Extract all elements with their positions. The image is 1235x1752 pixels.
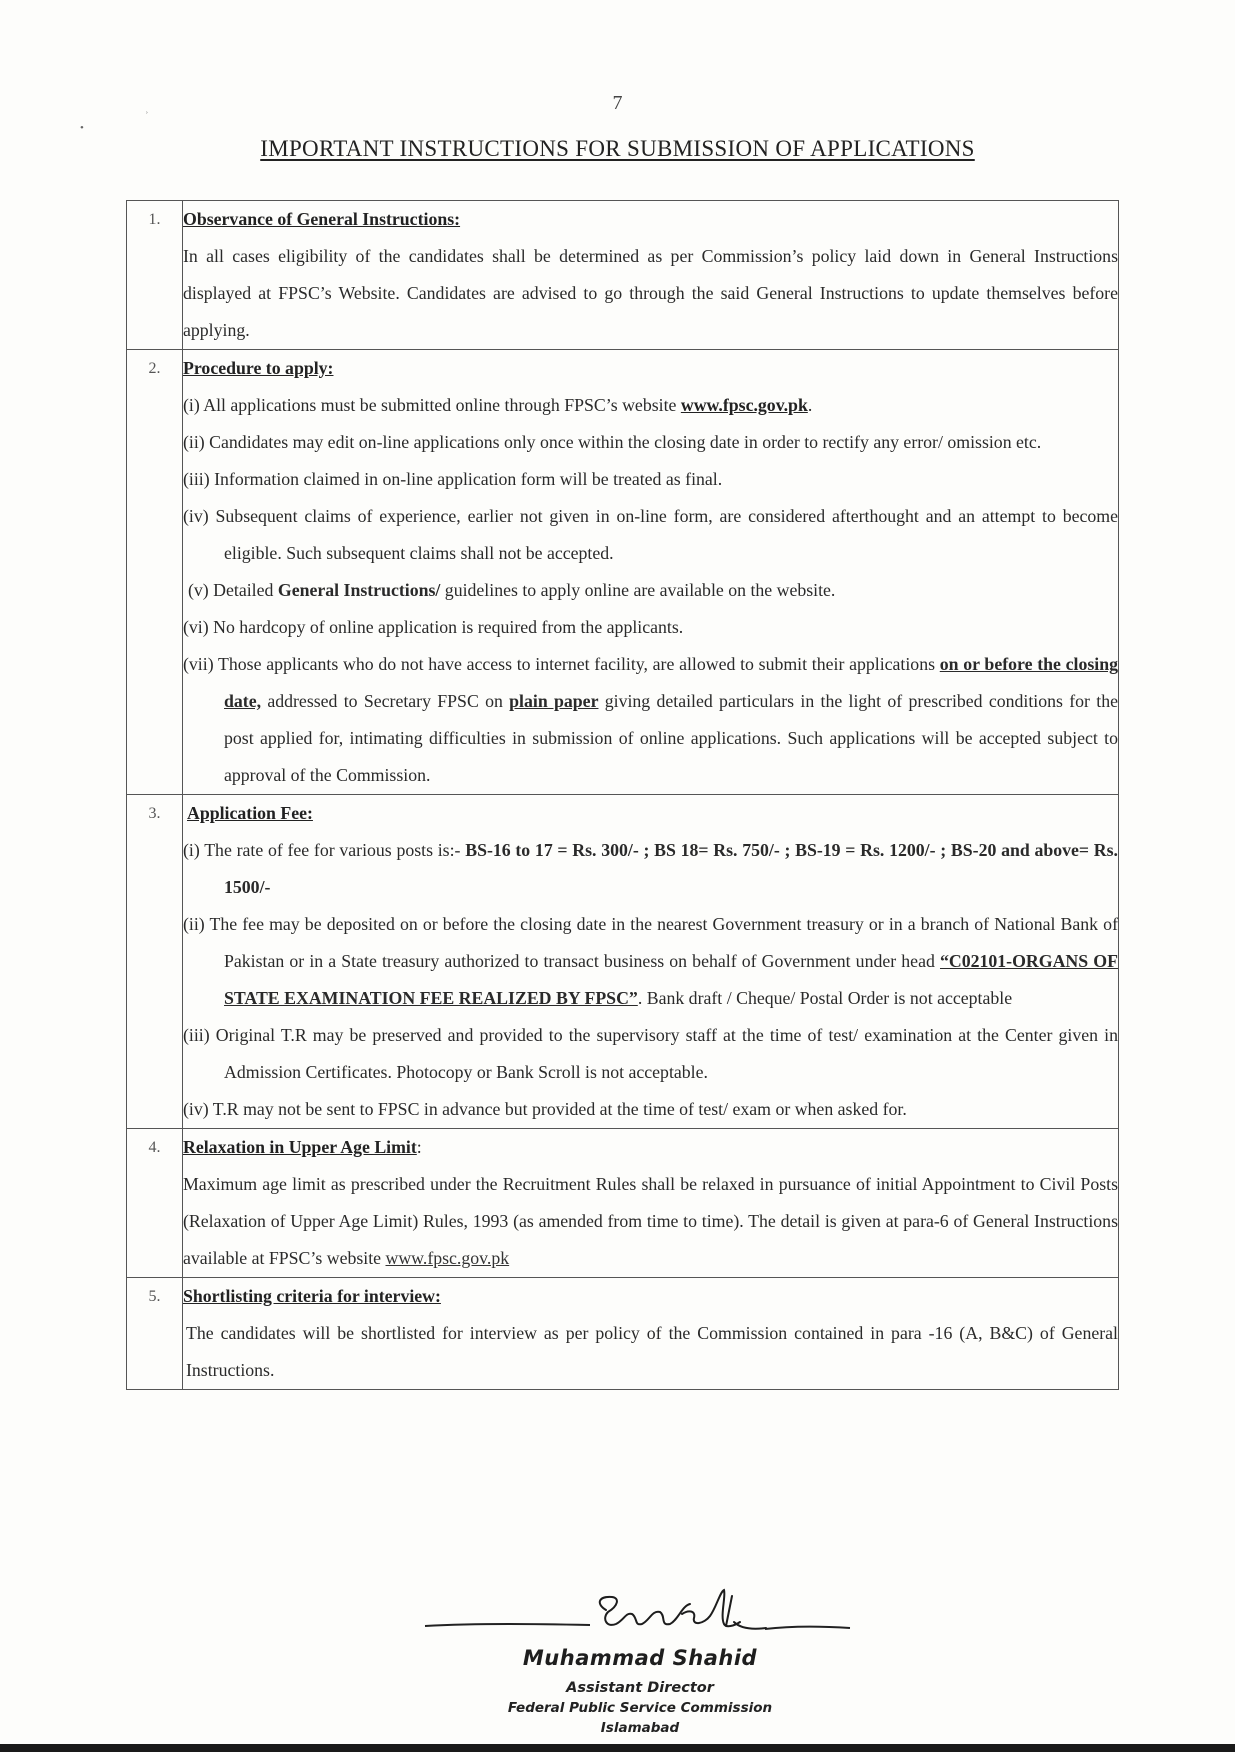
section-text: The candidates will be shortlisted for interview as per policy of the Commission contained in para -16 (A, B&C) of General Instructions. [186,1323,1118,1380]
page-title: IMPORTANT INSTRUCTIONS FOR SUBMISSION OF APPLICATIONS [260,136,975,161]
section-number: 2. [127,350,183,795]
signatory-organization: Federal Public Service Commission [507,1700,773,1716]
instruction-row [127,201,1119,350]
list-item: (ii) Candidates may edit on-line applications only once within the closing date in order to rectify any error/ omission etc. [183,432,1042,452]
signatory-designation: Assistant Director [566,1680,714,1696]
section-heading: Shortlisting criteria for interview: [183,1286,441,1306]
signatory-city: Islamabad [600,1720,680,1736]
instructions-table [126,200,1119,1390]
section-body [183,201,1119,350]
list-item: (iii) Original T.R may be preserved and provided to the supervisory staff at the time of test/ examination at the Center given in Admission Certificates. Photocopy or Bank Scroll is not acceptable. [183,1025,1118,1082]
signatory-name: Muhammad Shahid [522,1646,758,1670]
fpsc-website-link[interactable]: www.fpsc.gov.pk [385,1248,510,1268]
instruction-row [127,1278,1119,1390]
list-item: (v) Detailed General Instructions/ guidelines to apply online are available on the website. [188,580,836,600]
section-number: 3. [127,795,183,1129]
section-number: 5. [127,1278,183,1390]
handwritten-signature [420,1582,860,1642]
instruction-row [127,795,1119,1129]
list-item: (i) All applications must be submitted online through FPSC’s website www.fpsc.gov.pk. [183,395,813,415]
scan-edge [0,1744,1235,1752]
scan-speck: ʾ [145,110,149,122]
list-item: (vii) Those applicants who do not have access to internet facility, are allowed to submit their applications on or before the closing date, addressed to Secretary FPSC on plain paper giving detailed particulars in the light of prescribed conditions for the post applied for, intimating difficulties in submission of online applications. Such applications will be accepted subject to approval of the Commission. [183,654,1119,785]
list-item: (i) The rate of fee for various posts is:- BS-16 to 17 = Rs. 300/- ; BS 18= Rs. 750/- ; BS-19 = Rs. 1200/- ; BS-20 and above= Rs. 1500/- [183,840,1118,897]
section-heading: Observance of General Instructions: [183,209,461,229]
section-heading: Application Fee: [187,803,313,823]
list-item: (iv) Subsequent claims of experience, earlier not given in on-line form, are considered afterthought and an attempt to become eligible. Such subsequent claims shall not be accepted. [183,506,1118,563]
fpsc-website-link[interactable]: www.fpsc.gov.pk [680,395,808,415]
list-item: (vi) No hardcopy of online application is required from the applicants. [183,617,684,637]
section-body [183,350,1119,795]
section-heading: Relaxation in Upper Age Limit: [183,1137,422,1157]
section-body [183,1129,1119,1278]
section-body [183,795,1119,1129]
list-item: (ii) The fee may be deposited on or before the closing date in the nearest Government treasury or in a branch of National Bank of Pakistan or in a State treasury authorized to transact business on behalf of Government under head “C02101-ORGANS OF STATE EXAMINATION FEE REALIZED BY FPSC”. Bank draft / Cheque/ Postal Order is not acceptable [183,914,1118,1008]
page-number: 7 [612,92,623,114]
section-text: In all cases eligibility of the candidates shall be determined as per Commission’s policy laid down in General Instructions displayed at FPSC’s Website. Candidates are advised to go through the said General Instructions to update themselves before applying. [183,246,1118,340]
signature-block [420,1582,860,1752]
scan-speck: • [80,122,84,134]
section-heading: Procedure to apply: [183,358,334,378]
section-text: Maximum age limit as prescribed under the Recruitment Rules shall be relaxed in pursuance of initial Appointment to Civil Posts (Relaxation of Upper Age Limit) Rules, 1993 (as amended from time to time). The detail is given at para-6 of General Instructions available at FPSC’s website www.fpsc.gov.pk [183,1174,1118,1268]
list-item: (iii) Information claimed in on-line application form will be treated as final. [183,469,723,489]
section-body [183,1278,1119,1390]
instruction-row [127,1129,1119,1278]
section-number: 1. [127,201,183,350]
section-number: 4. [127,1129,183,1278]
instruction-row [127,350,1119,795]
list-item: (iv) T.R may not be sent to FPSC in advance but provided at the time of test/ exam or when asked for. [183,1099,907,1119]
